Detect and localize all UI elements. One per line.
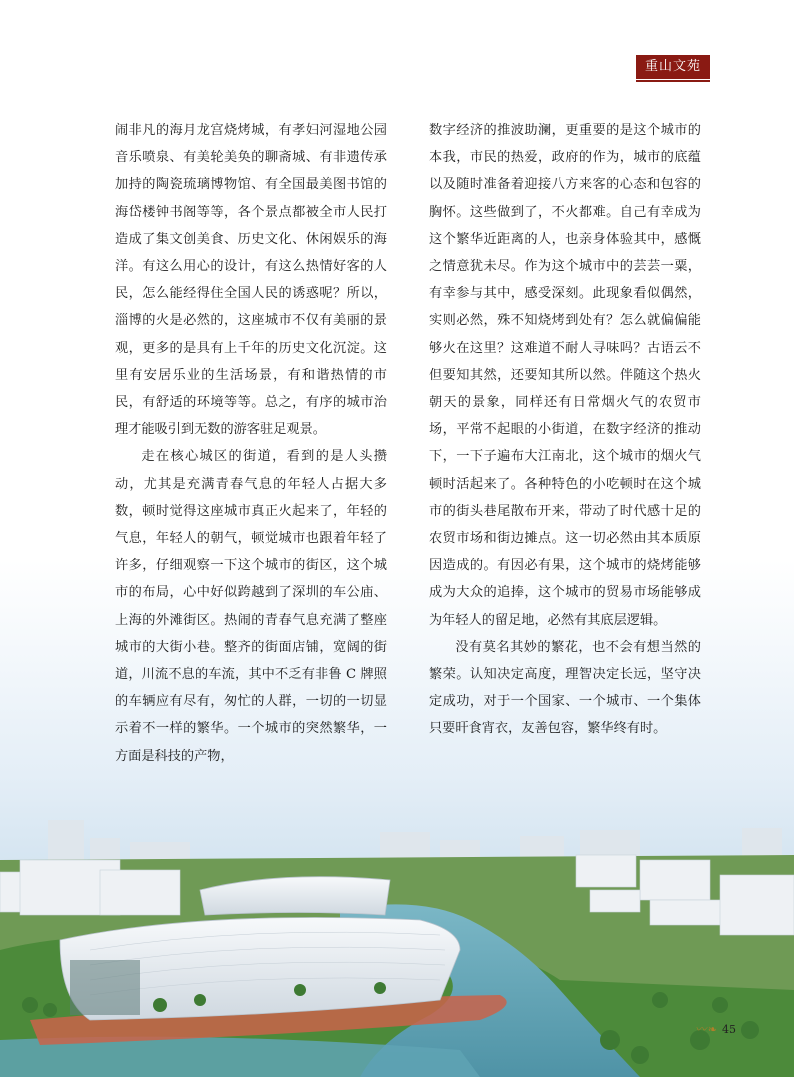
page-footer — [695, 1021, 736, 1037]
paragraph: 走在核心城区的街道，看到的是人头攒动，尤其是充满青春气息的年轻人占据大多数，顿时觉得这座城市真正火起来了，年轻的气息，年轻人的朝气，顿觉城市也跟着年轻了许多，仔细观察一下这个城市的街区，这个城市的布局，心中好似跨越到了深圳的车公庙、上海的外滩街区。热闹的青春气息充满了整座城市的大街小巷。整齐的街面店铺，宽阔的街道，川流不息的车流，其中不乏有非鲁 C 牌照的车辆应有尽有，匆忙的人群，一切的一切显示着不一样的繁华。一个城市的突然繁华，一方面是科技的产物， — [115, 449, 387, 764]
paragraph: 闹非凡的海月龙宫烧烤城，有孝妇河湿地公园音乐喷泉、有美轮美奂的聊斋城、有非遗传承加持的陶瓷琉璃博物馆、有全国最美图书馆的海岱楼钟书阁等等，各个景点都被全市人民打造成了集文创美食、历史文化、休闲娱乐的海洋。有这么用心的设计，有这么热情好客的人民，怎么能经得住全国人民的诱惑呢？所以，淄博的火是必然的，这座城市不仅有美丽的景观，更多的是具有上千年的历史文化沉淀。这里有安居乐业的生活场景，有和谐热情的市民，有舒适的环境等等。总之，有序的城市治理才能吸引到无数的游客驻足观景。 — [115, 123, 387, 438]
page-number: 45 — [722, 1022, 736, 1036]
left-text-column — [115, 117, 387, 770]
section-rule — [636, 80, 710, 82]
paragraph: 数字经济的推波助澜，更重要的是这个城市的本我，市民的热爱，政府的作为，城市的底蕴以及随时准备着迎接八方来客的心态和包容的胸怀。这些做到了，不火都难。自己有幸成为这个繁华近距离的人，也亲身体验其中，感慨之情意犹未尽。作为这个城市中的芸芸一粟，有幸参与其中，感受深刻。此现象看似偶然，实则必然，殊不知烧烤到处有？怎么就偏偏能够火在这里？这难道不耐人寻味吗？古语云不但要知其然，还要知其所以然。伴随这个热火朝天的景象，同样还有日常烟火气的农贸市场，平常不起眼的小街道，在数字经济的推动下，一下子遍布大江南北，这个城市的烟火气顿时活起来了。各种特色的小吃顿时在这个城市的街头巷尾散布开来，带动了时代感十足的农贸市场和街边摊点。这一切必然由其本质原因造成的。有因必有果，这个城市的烧烤能够成为大众的追捧，这个城市的贸易市场能够成为年轻人的留足地，必然有其底层逻辑。 — [429, 123, 701, 628]
paragraph: 没有莫名其妙的繁花，也不会有想当然的繁荣。认知决定高度，理智决定长远，坚守决定成功，对于一个国家、一个城市、一个集体只要旰食宵衣，友善包容，繁华终有时。 — [429, 639, 701, 737]
magazine-logo-mark: 〰 ❧ — [695, 1023, 716, 1036]
right-text-column — [429, 117, 701, 743]
section-label: 重山文苑 — [636, 55, 710, 79]
city-panorama-illustration — [0, 800, 794, 1077]
